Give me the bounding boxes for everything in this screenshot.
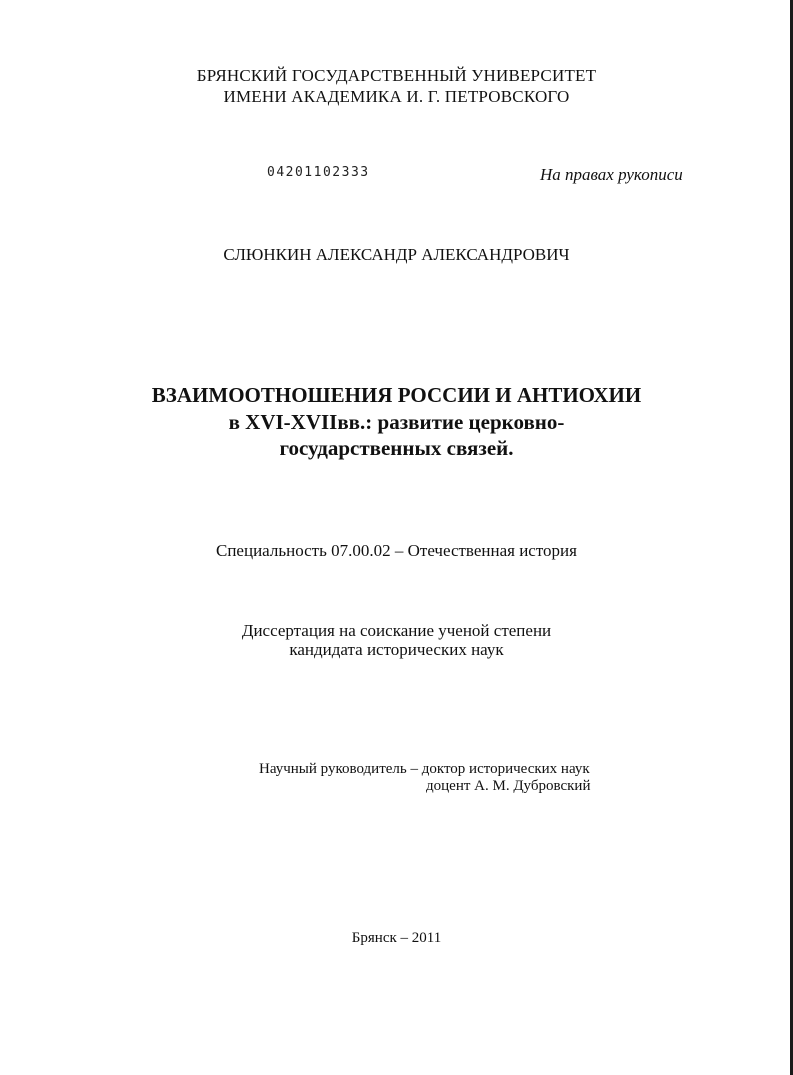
author-name: СЛЮНКИН АЛЕКСАНДР АЛЕКСАНДРОВИЧ <box>223 245 570 264</box>
city-year: Брянск – 2011 <box>351 930 442 946</box>
university-name-line2: ИМЕНИ АКАДЕМИКА И. Г. ПЕТРОВСКОГО <box>223 87 570 106</box>
dissertation-title-line3: государственных связей. <box>279 436 514 460</box>
university-name-line1: БРЯНСКИЙ ГОСУДАРСТВЕННЫЙ УНИВЕРСИТЕТ <box>196 66 597 85</box>
degree-line2: кандидата исторических наук <box>289 640 504 659</box>
specialty: Специальность 07.00.02 – Отечественная история <box>216 541 577 560</box>
supervisor-line1: Научный руководитель – доктор исторических наук <box>259 761 590 777</box>
registry-code: 04201102333 <box>267 165 370 180</box>
dissertation-title-line1: ВЗАИМООТНОШЕНИЯ РОССИИ И АНТИОХИИ <box>151 383 642 407</box>
supervisor-line2: доцент А. М. Дубровский <box>426 778 591 794</box>
degree-line1: Диссертация на соискание ученой степени <box>241 621 552 640</box>
manuscript-rights: На правах рукописи <box>540 165 683 184</box>
dissertation-title-line2: в XVI-XVIIвв.: развитие церковно- <box>228 410 565 434</box>
